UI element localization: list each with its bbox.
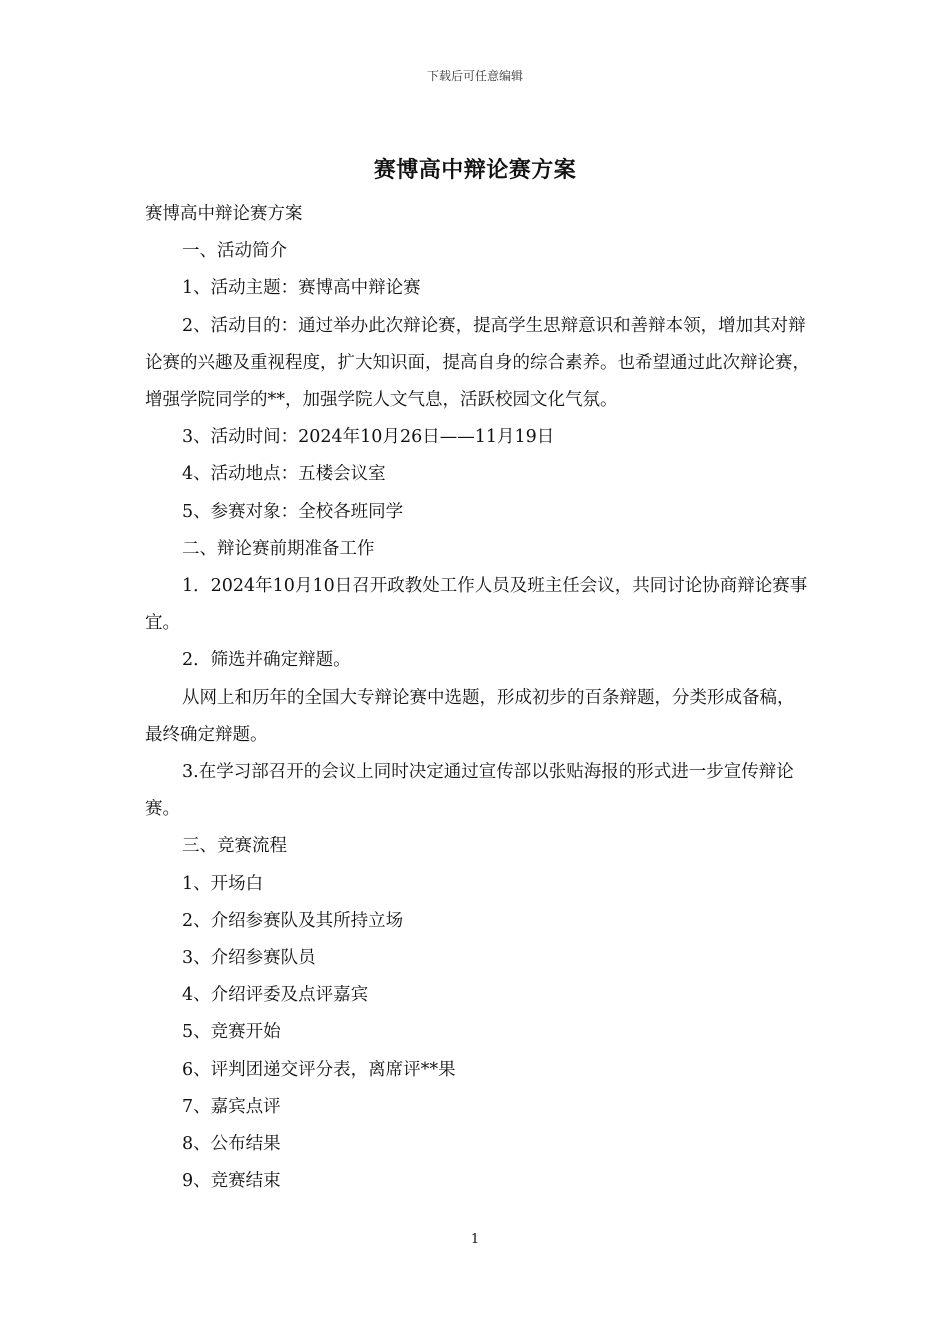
paragraph-topic-selection: 2．筛选并确定辩题。 <box>182 650 351 671</box>
paragraph-topic-source: 从网上和历年的全国大专辩论赛中选题，形成初步的百条辩题，分类形成备稿，最终确定辩题。 <box>145 687 795 745</box>
process-step: 6、评判团递交评分表，离席评**果 <box>182 1059 456 1080</box>
page-header-note: 下载后可任意编辑 <box>426 69 523 83</box>
section-heading-intro: 一、活动简介 <box>182 241 287 262</box>
process-step: 2、介绍参赛队及其所持立场 <box>182 910 404 931</box>
section-heading-process: 三、竞赛流程 <box>182 836 287 857</box>
paragraph-participants: 5、参赛对象：全校各班同学 <box>182 501 404 522</box>
process-step: 3、介绍参赛队员 <box>182 948 316 969</box>
process-step: 7、嘉宾点评 <box>182 1096 281 1117</box>
subtitle-paragraph: 赛博高中辩论赛方案 <box>145 204 303 224</box>
process-step: 8、公布结果 <box>182 1134 281 1155</box>
process-step: 9、竞赛结束 <box>182 1171 281 1192</box>
paragraph-publicity: 3.在学习部召开的会议上同时决定通过宣传部以张贴海报的形式进一步宣传辩论赛。 <box>145 762 794 820</box>
page-number: 1 <box>470 1232 480 1247</box>
paragraph-theme: 1、活动主题：赛博高中辩论赛 <box>182 278 421 299</box>
paragraph-meeting: 1．2024年10月10日召开政教处工作人员及班主任会议，共同讨论协商辩论赛事宜。 <box>145 576 808 634</box>
paragraph-location: 4、活动地点：五楼会议室 <box>182 464 386 485</box>
document-body <box>145 196 810 1200</box>
document-title: 赛博高中辩论赛方案 <box>373 157 577 183</box>
paragraph-time: 3、活动时间：2024年10月26日——11月19日 <box>182 427 555 448</box>
process-step: 1、开场白 <box>182 873 264 894</box>
process-step: 5、竞赛开始 <box>182 1022 281 1043</box>
paragraph-purpose: 2、活动目的：通过举办此次辩论赛，提高学生思辩意识和善辩本领，增加其对辩论赛的兴趣及重视程度，扩大知识面，提高自身的综合素养。也希望通过此次辩论赛，增强学院同学的**，加强学院人文气息，活跃校园文化气氛。 <box>145 315 810 411</box>
section-heading-preparation: 二、辩论赛前期准备工作 <box>182 538 375 559</box>
process-step: 4、介绍评委及点评嘉宾 <box>182 985 369 1006</box>
